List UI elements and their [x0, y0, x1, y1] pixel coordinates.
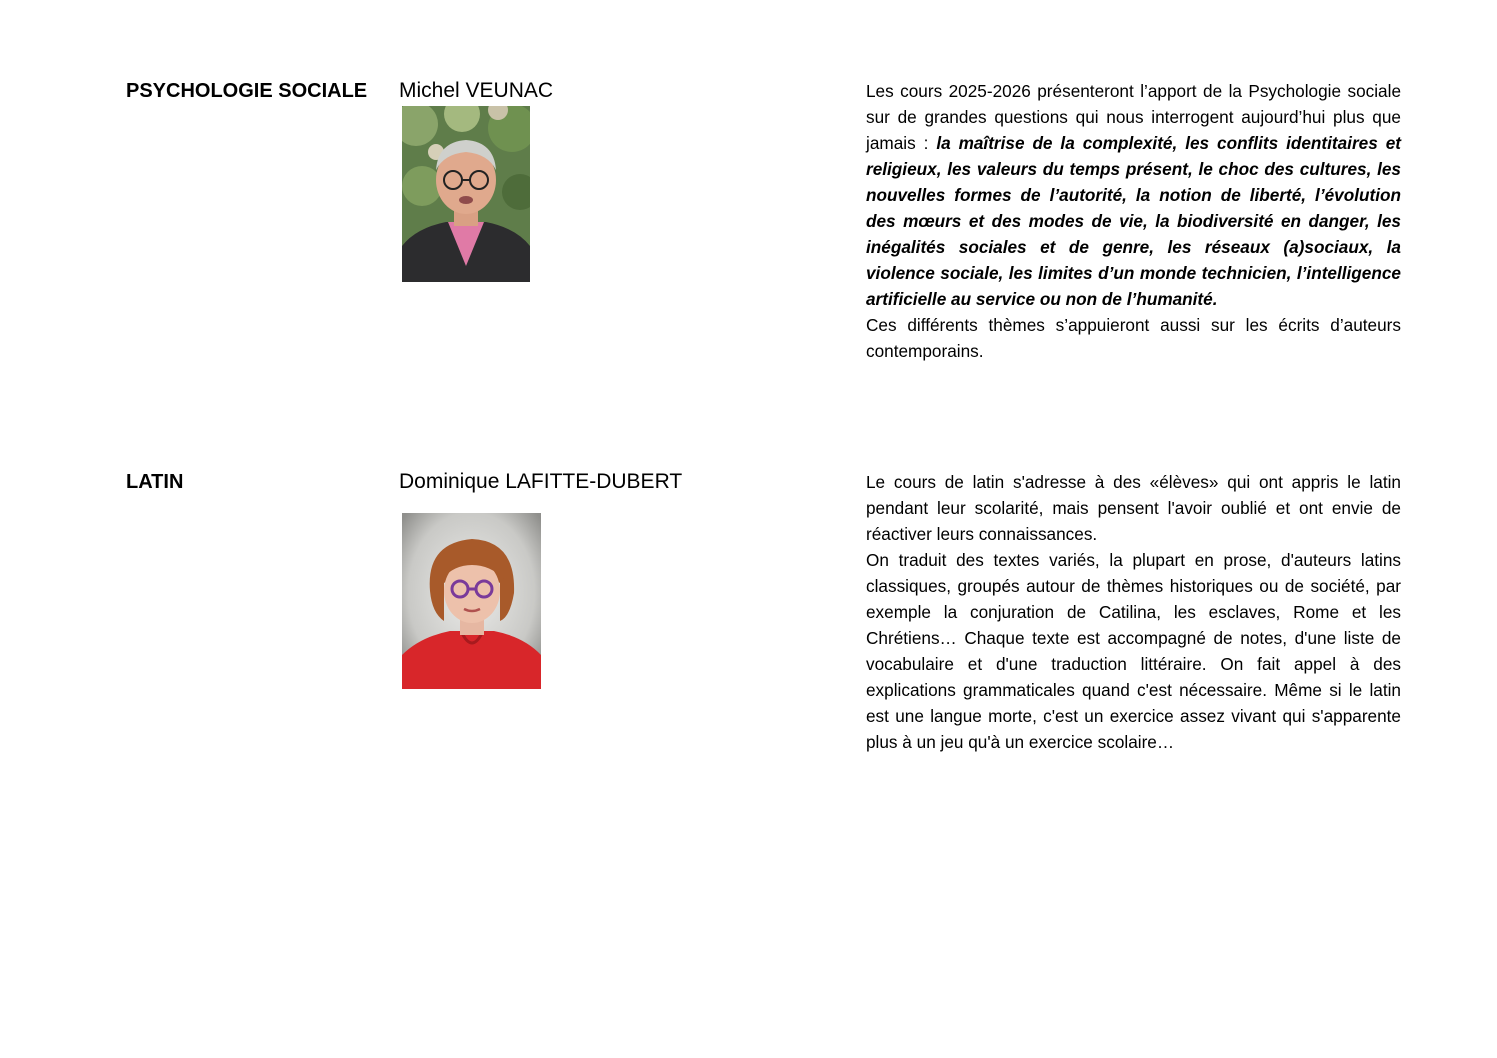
course-subject: PSYCHOLOGIE SOCIALE [126, 80, 368, 102]
portrait-photo-icon [402, 106, 530, 282]
course-description [866, 78, 1401, 364]
description-paragraph: Ces différents thèmes s’appuieront aussi sur les écrits d’auteurs contemporains. [866, 315, 1401, 361]
teacher-photo [402, 106, 530, 282]
course-subject: LATIN [126, 471, 184, 493]
description-intro: Les cours 2025-2026 présenteront l’apport de la Psychologie sociale sur de grandes questions qui nous interrogent aujourd’hui plus que jamais : [866, 81, 1401, 153]
course-description [866, 469, 1401, 755]
description-themes: la maîtrise de la complexité, les conflits identitaires et religieux, les valeurs du temps présent, le choc des cultures, les nouvelles formes de l’autorité, la notion de liberté, l’évolution des mœurs et des modes de vie, la biodiversité en danger, les inégalités sociales et de genre, les réseaux (a)sociaux, la violence sociale, les limites d’un monde technicien, l’intelligence artificielle au service ou non de l’humanité. [866, 133, 1401, 309]
teacher-name: Michel VEUNAC [399, 79, 554, 102]
teacher-photo [402, 513, 541, 689]
teacher-name: Dominique LAFITTE-DUBERT [399, 470, 683, 493]
description-paragraph: On traduit des textes variés, la plupart en prose, d'auteurs latins classiques, groupés autour de thèmes historiques ou de société, par exemple la conjuration de Catilina, les esclaves, Rome et les Chrétiens… Chaque texte est accompagné de notes, d'une liste de vocabulaire et d'une traduction littéraire. On fait appel à des explications grammaticales quand c'est nécessaire. Même si le latin est une langue morte, c'est un exercice assez vivant qui s'apparente plus à un jeu qu'à un exercice scolaire… [866, 550, 1401, 752]
description-paragraph [866, 78, 1401, 312]
portrait-photo-icon [402, 513, 541, 689]
description-paragraph: Le cours de latin s'adresse à des «élèves» qui ont appris le latin pendant leur scolarité, mais pensent l'avoir oublié et ont envie de réactiver leurs connaissances. [866, 472, 1401, 544]
